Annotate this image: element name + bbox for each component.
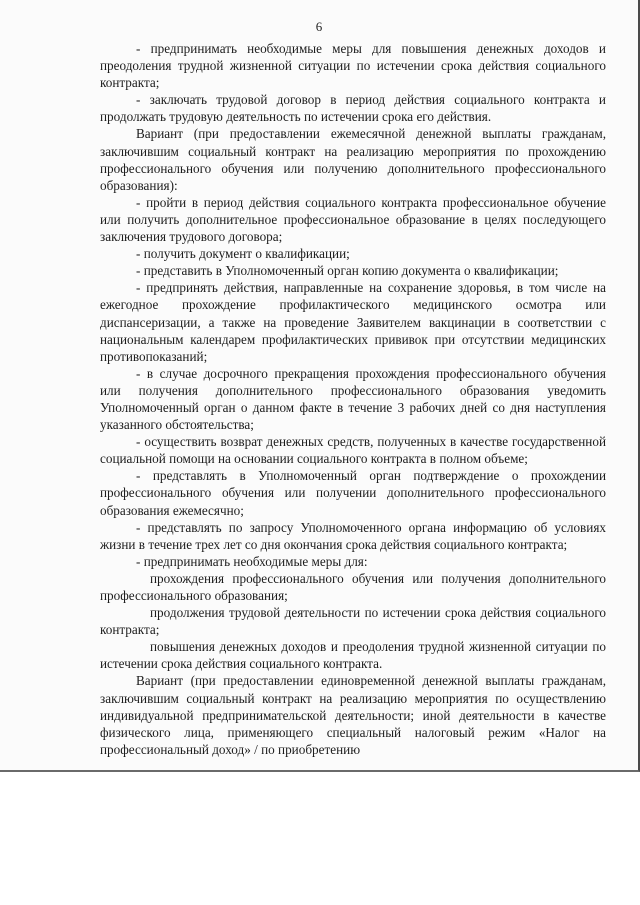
paragraph: - представлять по запросу Уполномоченного органа информацию об условиях жизни в течение трех лет со дня окончания срока действия социального контракта; <box>100 519 606 552</box>
paragraph: Вариант (при предоставлении ежемесячной денежной выплаты гражданам, заключившим социальный контракт на реализацию мероприятия по прохождению профессионального обучения или получению дополнительного профессионального образования): <box>100 126 606 193</box>
page-number: 6 <box>315 19 323 34</box>
paragraph: повышения денежных доходов и преодоления трудной жизненной ситуации по истечении срока действия социального контракта. <box>100 639 606 672</box>
paragraph: Вариант (при предоставлении единовременной денежной выплаты гражданам, заключившим социальный контракт на реализацию мероприятия по осуществлению индивидуальной предпринимательской деятельности; иной деятельности в качестве физического лица, применяющего специальный налоговый режим «Налог на профессиональный доход» / по приобретению <box>100 673 606 757</box>
paragraph: - представлять в Уполномоченный орган подтверждение о прохождении профессионального обучения или получении дополнительного профессионального образования ежемесячно; <box>100 468 606 518</box>
paragraph: прохождения профессионального обучения или получения дополнительного профессионального образования; <box>100 570 606 603</box>
paragraph: - предпринимать необходимые меры для: <box>136 553 368 569</box>
paragraph: продолжения трудовой деятельности по истечении срока действия социального контракта; <box>100 605 606 638</box>
paragraph: - пройти в период действия социального контракта профессиональное обучение или получить дополнительное профессиональное образование в целях последующего заключения трудового договора; <box>100 194 606 245</box>
paragraph: - осуществить возврат денежных средств, полученных в качестве государственной социальной помощи на основании социального контракта в полном объеме; <box>100 434 606 467</box>
paragraph: - получить документ о квалификации; <box>136 246 350 262</box>
paragraph: - представить в Уполномоченный орган копию документа о квалификации; <box>136 263 559 279</box>
paragraph: - в случае досрочного прекращения прохождения профессионального обучения или получения дополнительного профессионального образования уведомить Уполномоченный орган о данном факте в течение 3 рабочих дней со дня наступления указанного обстоятельства; <box>100 365 606 433</box>
paragraph: - предпринимать необходимые меры для повышения денежных доходов и преодоления трудной жизненной ситуации по истечении срока действия социального контракта; <box>100 41 606 91</box>
paragraph: - предпринять действия, направленные на сохранение здоровья, в том числе на ежегодное прохождение профилактического медицинского осмотра или диспансеризации, а также на проведение Заявителем вакцинации в соответствии с национальным календарем профилактических прививок при отсутствии медицинских противопоказаний; <box>100 280 606 364</box>
paragraph: - заключать трудовой договор в период действия социального контракта и продолжать трудовую деятельность по истечении срока его действия. <box>100 92 606 125</box>
document-body <box>100 40 606 758</box>
